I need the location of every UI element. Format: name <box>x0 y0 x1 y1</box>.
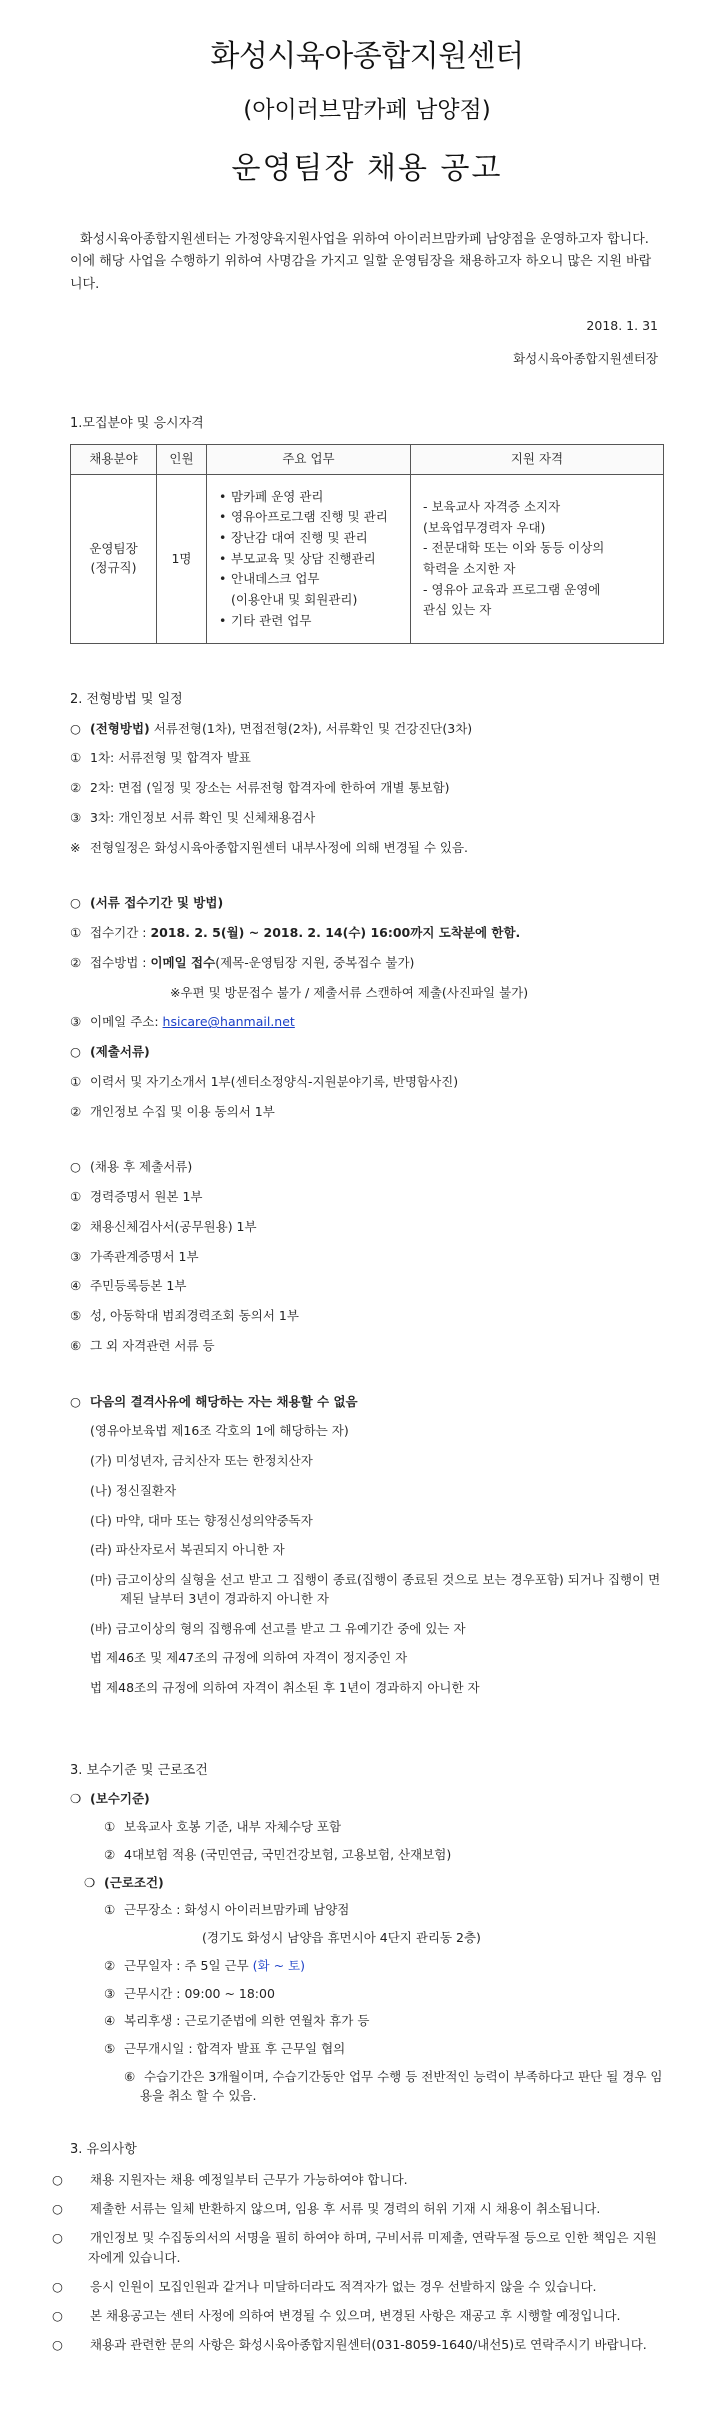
recruit-table <box>70 444 664 644</box>
circle-bullet-icon: ❍ <box>84 1874 96 1890</box>
header-quals: 지원 자격 <box>411 444 664 474</box>
header-field: 채용분야 <box>71 444 157 474</box>
disqualification-item: (나) 정신질환자 <box>90 1482 177 1498</box>
list-item: • 장난감 대여 진행 및 관리 <box>219 528 402 549</box>
circle-bullet-icon: ○ <box>70 1159 81 1175</box>
receipt-email: ③ 이메일 주소: hsicare@hanmail.net <box>70 1014 295 1030</box>
notice-item: ○ 개인정보 및 수집동의서의 서명을 필히 하여야 하며, 구비서류 미제출, 연락두절 등으로 인한 책임은 지원자에게 있습니다. <box>52 2229 657 2265</box>
circle-bullet-icon: ○ <box>52 2278 63 2294</box>
notice-title: 운영팀장 채용 공고 <box>231 150 503 186</box>
email-link[interactable]: hsicare@hanmail.net <box>162 1014 295 1030</box>
pay-item: ② 4대보험 적용 (국민연금, 국민건강보험, 고용보험, 산재보험) <box>104 1846 452 1862</box>
work-title: ❍ (근로조건) <box>70 1874 664 1893</box>
disqualification-item: 법 제46조 및 제47조의 규정에 의하여 자격이 정지중인 자 <box>90 1650 408 1666</box>
step2-line: ② 2차: 면접 (일정 및 장소는 서류전형 합격자에 한하여 개별 통보함) <box>70 780 450 796</box>
work-item: ④ 복리후생 : 근로기준법에 의한 연월차 휴가 등 <box>104 2013 370 2029</box>
schedule-note: ※ 전형일정은 화성시육아종합지원센터 내부사정에 의해 변경될 수 있음. <box>70 839 468 855</box>
disqualification-item: (라) 파산자로서 복권되지 아니한 자 <box>90 1542 285 1558</box>
after-hire-title: ○ (채용 후 제출서류) <box>70 1158 664 1177</box>
method-line: ○ (전형방법) 서류전형(1차), 면접전형(2차), 서류확인 및 건강진단(3차) <box>70 720 664 739</box>
work-item: ① 근무장소 : 화성시 아이러브맘카페 남양점 <box>104 1902 350 1918</box>
disqualification-item: (영유아보육법 제16조 각호의 1에 해당하는 자) <box>90 1423 349 1439</box>
after-hire-item: ③ 가족관계증명서 1부 <box>70 1248 199 1264</box>
step3-line: ③ 3차: 개인정보 서류 확인 및 신체채용검사 <box>70 809 316 825</box>
center-title: 화성시육아종합지원센터 <box>210 39 524 74</box>
pay-title: ❍ (보수기준) <box>70 1790 664 1809</box>
list-item: - 전문대학 또는 이와 동등 이상의 <box>423 538 655 559</box>
circle-bullet-icon: ○ <box>52 2336 63 2352</box>
documents-title: ○ (제출서류) <box>70 1043 664 1062</box>
circle-bullet-icon: ○ <box>70 720 81 736</box>
circle-bullet-icon: ○ <box>70 895 81 911</box>
circle-bullet-icon: ○ <box>52 2229 63 2245</box>
intro-paragraph: 화성시육아종합지원센터는 가정양육지원사업을 위하여 아이러브맘카페 남양점을 운영하고자 합니다. 이에 해당 사업을 수행하기 위하여 사명감을 가지고 일할 운영팀장을 채용하고자 하오니 많은 지원 바랍니다. <box>70 231 652 292</box>
circle-bullet-icon: ❍ <box>70 1791 82 1807</box>
list-item: - 보육교사 자격증 소지자 <box>423 497 655 518</box>
list-item: 학력을 소지한 자 <box>423 560 516 576</box>
list-item: • 안내데스크 업무 <box>219 569 402 590</box>
receipt-period: ① 접수기간 : 2018. 2. 5(월) ~ 2018. 2. 14(수) 16:00까지 도착분에 한함. <box>70 925 521 941</box>
cell-duties <box>207 474 411 643</box>
cell-count: 1명 <box>157 474 207 643</box>
signature: 화성시육아종합지원센터장 <box>513 350 658 366</box>
notice-item: ○ 본 채용공고는 센터 사정에 의하여 변경될 수 있으며, 변경된 사항은 재공고 후 시행할 예정입니다. <box>70 2306 664 2326</box>
disqualification-item: (가) 미성년자, 금치산자 또는 한정치산자 <box>90 1453 313 1469</box>
notice-date: 2018. 1. 31 <box>586 317 658 333</box>
branch-subtitle: (아이러브맘카페 남양점) <box>243 97 491 123</box>
notice-item: ○ 채용 지원자는 채용 예정일부터 근무가 가능하여야 합니다. <box>70 2170 664 2190</box>
section1-title: 1.모집분야 및 응시자격 <box>70 416 204 432</box>
circle-bullet-icon: ○ <box>70 1044 81 1060</box>
list-item: • 영유아프로그램 진행 및 관리 <box>219 507 402 528</box>
after-hire-item: ⑤ 성, 아동학대 범죄경력조회 동의서 1부 <box>70 1308 299 1324</box>
disqualification-item: (마) 금고이상의 실형을 선고 받고 그 집행이 종료(집행이 종료된 것으로 보는 경우포함) 되거나 집행이 면제된 날부터 3년이 경과하지 아니한 자 <box>90 1572 661 1606</box>
field-type: (정규직) <box>90 559 137 575</box>
notice-item: ○ 응시 인원이 모집인원과 같거나 미달하더라도 적격자가 없는 경우 선발하지 않을 수 있습니다. <box>70 2277 664 2297</box>
field-name: 운영팀장 <box>89 541 138 557</box>
notice-item: ○ 채용과 관련한 문의 사항은 화성시육아종합지원센터(031-8059-1640/내선5)로 연락주시기 바랍니다. <box>70 2335 664 2355</box>
list-item: (이용안내 및 회원관리) <box>231 591 358 607</box>
work-item: ② 근무일자 : 주 5일 근무 (화 ~ 토) <box>104 1957 305 1973</box>
header-duties: 주요 업무 <box>207 444 411 474</box>
receipt-method-note: ※우편 및 방문접수 불가 / 제출서류 스캔하여 제출(사진파일 불가) <box>170 984 529 1000</box>
duties-list <box>215 487 402 631</box>
disqualification-item: 법 제48조의 규정에 의하여 자격이 취소된 후 1년이 경과하지 아니한 자 <box>90 1680 480 1696</box>
list-item: • 맘카페 운영 관리 <box>219 487 402 508</box>
after-hire-item: ① 경력증명서 원본 1부 <box>70 1189 203 1205</box>
list-item: • 부모교육 및 상담 진행관리 <box>219 549 402 570</box>
step1-line: ① 1차: 서류전형 및 합격자 발표 <box>70 750 251 766</box>
title-block <box>70 34 664 191</box>
circle-bullet-icon: ○ <box>70 1393 81 1409</box>
cell-field <box>71 474 157 643</box>
document-item: ① 이력서 및 자기소개서 1부(센터소정양식-지원분야기록, 반명함사진) <box>70 1073 459 1089</box>
table-header-row <box>71 444 664 474</box>
circle-bullet-icon: ○ <box>52 2200 63 2216</box>
cell-quals <box>411 474 664 643</box>
notice-item: ○ 제출한 서류는 일체 반환하지 않으며, 임용 후 서류 및 경력의 허위 기재 시 채용이 취소됩니다. <box>70 2199 664 2219</box>
after-hire-item: ⑥ 그 외 자격관련 서류 등 <box>70 1337 215 1353</box>
after-hire-item: ② 채용신체검사서(공무원용) 1부 <box>70 1218 257 1234</box>
quals-list <box>419 497 655 621</box>
after-hire-item: ④ 주민등록등본 1부 <box>70 1278 187 1294</box>
list-item: 관심 있는 자 <box>423 602 492 618</box>
document-item: ② 개인정보 수집 및 이용 동의서 1부 <box>70 1103 275 1119</box>
circle-bullet-icon: ○ <box>52 2307 63 2323</box>
disqualification-title: ○ 다음의 결격사유에 해당하는 자는 채용할 수 없음 <box>70 1393 664 1412</box>
header-count: 인원 <box>157 444 207 474</box>
section3-title: 3. 보수기준 및 근로조건 <box>70 1762 208 1778</box>
pay-item: ① 보육교사 호봉 기준, 내부 자체수당 포함 <box>104 1819 342 1835</box>
work-location-detail: (경기도 화성시 남양읍 휴먼시아 4단지 관리동 2층) <box>202 1930 481 1946</box>
circle-bullet-icon: ○ <box>52 2171 63 2187</box>
work-item: ⑥ 수습기간은 3개월이며, 수습기간동안 업무 수행 등 전반적인 능력이 부족하다고 판단 될 경우 임용을 취소 할 수 있음. <box>124 2068 663 2103</box>
list-item: - 영유아 교육과 프로그램 운영에 <box>423 580 655 601</box>
work-item: ③ 근무시간 : 09:00 ~ 18:00 <box>104 1985 275 2001</box>
section2-title: 2. 전형방법 및 일정 <box>70 692 183 708</box>
disqualification-item: (다) 마약, 대마 또는 향정신성의약중독자 <box>90 1512 313 1528</box>
work-item: ⑤ 근무개시일 : 합격자 발표 후 근무일 협의 <box>104 2041 346 2057</box>
receipt-method: ② 접수방법 : 이메일 접수(제목-운영팀장 지원, 중복접수 불가) <box>70 954 415 970</box>
disqualification-item: (바) 금고이상의 형의 집행유예 선고를 받고 그 유예기간 중에 있는 자 <box>90 1620 466 1636</box>
section4-title: 3. 유의사항 <box>70 2142 137 2158</box>
list-item: (보육업무경력자 우대) <box>423 519 546 535</box>
table-row <box>71 474 664 643</box>
receipt-title: ○ (서류 접수기간 및 방법) <box>70 894 664 913</box>
list-item: • 기타 관련 업무 <box>219 611 402 632</box>
